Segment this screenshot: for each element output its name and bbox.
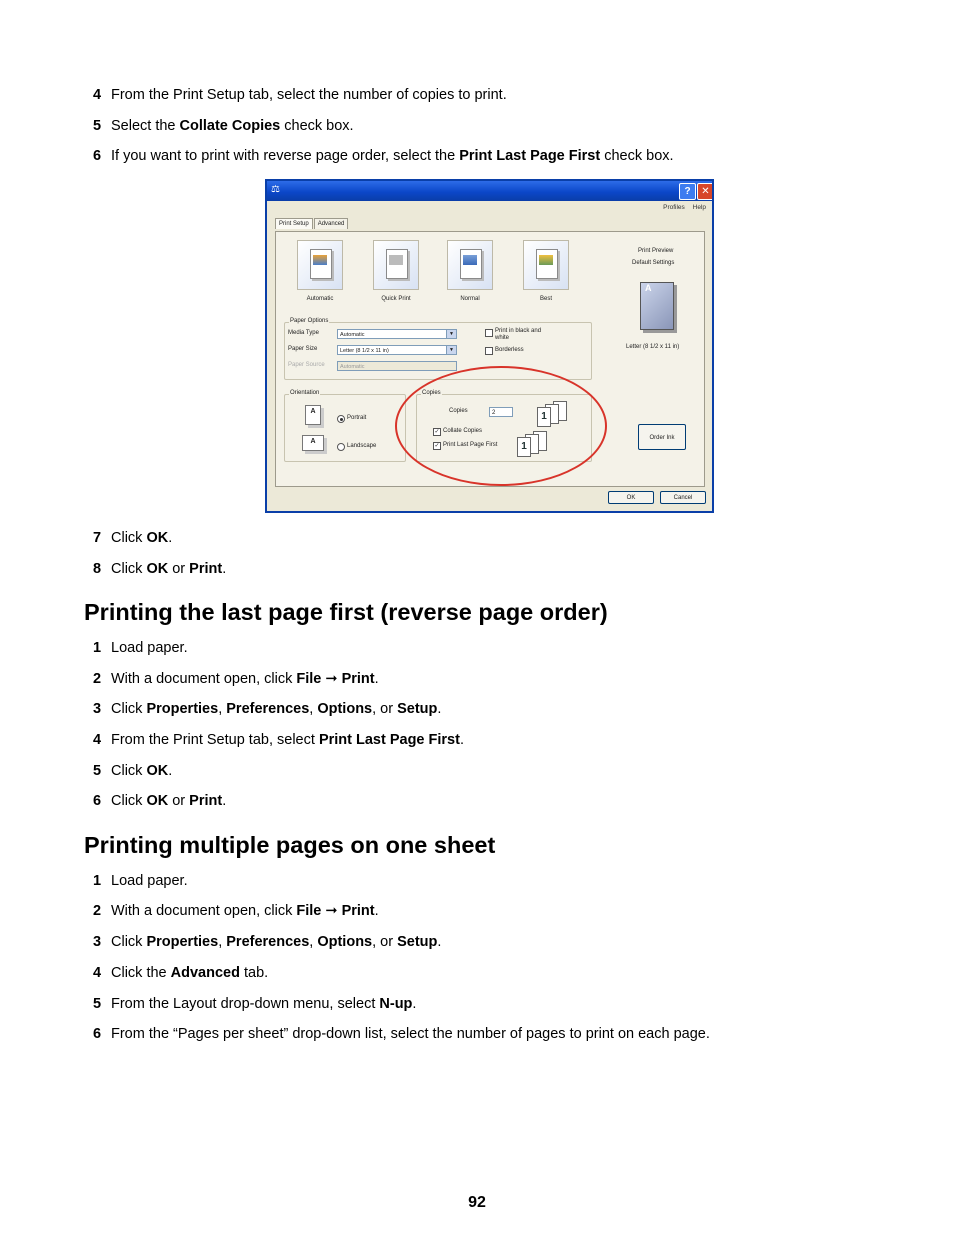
- portrait-label: Portrait: [347, 415, 367, 421]
- black-white-checkbox[interactable]: [485, 329, 493, 337]
- text-run: .: [374, 903, 379, 919]
- print-preview-title: Print Preview: [638, 248, 674, 254]
- ui-term: OK: [146, 763, 169, 779]
- tab-advanced[interactable]: Advanced: [314, 218, 349, 229]
- copies-title: Copies: [422, 390, 441, 396]
- text-run: Select the: [111, 118, 180, 134]
- text-run: Click the: [111, 965, 171, 981]
- text-run: ,: [218, 934, 227, 950]
- copies-highlight-circle: [395, 366, 607, 486]
- media-type-select[interactable]: Automatic ▼: [337, 329, 457, 339]
- text-run: ,: [309, 934, 318, 950]
- step-number: 6: [93, 148, 102, 164]
- text-run: If you want to print with reverse page order, select the: [111, 148, 460, 164]
- ui-term: OK: [146, 793, 169, 809]
- text-run: .: [222, 561, 227, 577]
- quality-label: Quick Print: [381, 296, 411, 302]
- quality-label: Normal: [460, 296, 480, 302]
- step-item: [0, 84, 900, 106]
- print-last-page-first-checkbox[interactable]: ✓: [434, 443, 440, 449]
- step-number: 7: [93, 530, 102, 546]
- collate-copies-checkbox[interactable]: ✓: [434, 429, 440, 435]
- landscape-radio[interactable]: [337, 443, 345, 451]
- chevron-down-icon: ▼: [446, 346, 456, 354]
- paper-size-label: Paper Size: [288, 346, 318, 352]
- step-text: [111, 145, 674, 167]
- step-item: [0, 760, 900, 782]
- step-item: [0, 527, 900, 549]
- text-run: .: [459, 732, 464, 748]
- step-text: [111, 790, 226, 812]
- text-run: Click: [111, 763, 147, 779]
- text-run: check box.: [280, 118, 354, 134]
- step-number: 5: [93, 996, 102, 1012]
- copies-group: Copies Copies 2 ✓ Collate Copies ✓ Print Last Page First 1 1: [416, 394, 592, 462]
- ui-term: Options: [317, 701, 373, 717]
- top-links: [657, 204, 706, 211]
- text-run: .: [437, 701, 442, 717]
- section-heading-reverse-order: Printing the last page first (reverse page order): [84, 599, 608, 625]
- text-run: Click: [111, 793, 147, 809]
- profiles-link[interactable]: Profiles: [663, 204, 685, 211]
- step-item: [0, 1023, 900, 1045]
- ui-term: Print: [189, 561, 223, 577]
- ui-term: Preferences: [226, 701, 310, 717]
- step-text: [111, 870, 188, 892]
- ui-term: Advanced: [170, 965, 240, 981]
- quality-normal[interactable]: [446, 240, 494, 302]
- borderless-label: Borderless: [495, 347, 524, 353]
- step-text: [111, 698, 441, 720]
- text-run: Click: [111, 701, 147, 717]
- ui-term: OK: [146, 561, 169, 577]
- step-text: [111, 993, 416, 1015]
- ok-button[interactable]: OK: [608, 491, 654, 504]
- quality-quick-print[interactable]: [372, 240, 420, 302]
- step-number: 4: [93, 965, 102, 981]
- text-run: ➞: [321, 903, 342, 919]
- preview-page-icon: A: [640, 282, 674, 330]
- dialog-titlebar: [267, 181, 712, 201]
- quality-automatic[interactable]: [296, 240, 344, 302]
- paper-size-select[interactable]: Letter (8 1/2 x 11 in) ▼: [337, 345, 457, 355]
- step-text: [111, 900, 379, 922]
- orientation-title: Orientation: [290, 390, 320, 396]
- step-item: [0, 790, 900, 812]
- step-text: [111, 931, 441, 953]
- preview-paper-size: Letter (8 1/2 x 11 in): [626, 344, 680, 350]
- ui-term: Print Last Page First: [459, 148, 601, 164]
- ui-term: Print Last Page First: [318, 732, 460, 748]
- automatic-quality-icon: [297, 240, 343, 290]
- step-item: [0, 668, 900, 690]
- text-run: Load paper.: [111, 873, 188, 889]
- step-text: [111, 115, 354, 137]
- help-link[interactable]: Help: [692, 204, 706, 211]
- text-run: From the Layout drop-down menu, select: [111, 996, 380, 1012]
- printer-logo-icon: ⚖: [271, 184, 280, 195]
- step-text: [111, 668, 379, 690]
- ui-term: N-up: [379, 996, 413, 1012]
- step-text: [111, 527, 172, 549]
- text-run: or: [168, 793, 190, 809]
- ui-term: Print: [341, 671, 375, 687]
- text-run: From the “Pages per sheet” drop-down list, select the number of pages to print on each page.: [111, 1026, 710, 1042]
- collate-copies-label: Collate Copies: [443, 428, 483, 434]
- text-run: .: [222, 793, 227, 809]
- landscape-label: Landscape: [347, 443, 377, 449]
- step-number: 5: [93, 763, 102, 779]
- step-number: 4: [93, 732, 102, 748]
- copies-spinner[interactable]: 2: [489, 407, 513, 417]
- step-item: [0, 637, 900, 659]
- paper-source-label: Paper Source: [288, 362, 325, 368]
- portrait-radio[interactable]: [337, 415, 345, 423]
- step-number: 2: [93, 903, 102, 919]
- best-quality-icon: [523, 240, 569, 290]
- cancel-button[interactable]: Cancel: [660, 491, 706, 504]
- default-settings-label: Default Settings: [632, 260, 675, 266]
- ui-term: Properties: [146, 701, 219, 717]
- step-number: 8: [93, 561, 102, 577]
- text-run: .: [374, 671, 379, 687]
- text-run: , or: [372, 934, 398, 950]
- borderless-checkbox[interactable]: [485, 347, 493, 355]
- text-run: .: [168, 763, 173, 779]
- text-run: tab.: [239, 965, 269, 981]
- step-text: [111, 558, 226, 580]
- text-run: check box.: [600, 148, 674, 164]
- step-number: 3: [93, 934, 102, 950]
- step-number: 6: [93, 1026, 102, 1042]
- text-run: With a document open, click: [111, 671, 297, 687]
- step-number: 5: [93, 118, 102, 134]
- orientation-group: [284, 390, 406, 462]
- text-run: Click: [111, 561, 147, 577]
- text-run: .: [437, 934, 442, 950]
- paper-options-title: Paper Options: [290, 318, 329, 324]
- step-text: [111, 729, 464, 751]
- step-number: 2: [93, 671, 102, 687]
- step-item: [0, 698, 900, 720]
- step-item: [0, 993, 900, 1015]
- text-run: ➞: [321, 671, 342, 687]
- step-item: [0, 145, 900, 167]
- dialog-tabs: [275, 218, 349, 231]
- paper-source-select: Automatic: [337, 361, 457, 371]
- step-text: [111, 962, 268, 984]
- step-number: 4: [93, 87, 102, 103]
- copies-label: Copies: [449, 408, 468, 414]
- ui-term: Print: [341, 903, 375, 919]
- section-heading-multiple-pages: Printing multiple pages on one sheet: [84, 832, 496, 858]
- ui-term: Options: [317, 934, 373, 950]
- quick-print-quality-icon: [373, 240, 419, 290]
- step-item: [0, 115, 900, 137]
- media-type-label: Media Type: [288, 330, 319, 336]
- text-run: or: [168, 561, 190, 577]
- ui-term: Print: [189, 793, 223, 809]
- ui-term: OK: [146, 530, 169, 546]
- text-run: ,: [309, 701, 318, 717]
- step-item: [0, 962, 900, 984]
- tab-print-setup[interactable]: Print Setup: [275, 218, 313, 229]
- step-number: 3: [93, 701, 102, 717]
- ui-term: File: [296, 903, 322, 919]
- step-text: [111, 84, 507, 106]
- text-run: Click: [111, 530, 147, 546]
- step-number: 6: [93, 793, 102, 809]
- portrait-page-icon: A: [305, 405, 321, 425]
- step-item: [0, 900, 900, 922]
- print-last-page-first-label: Print Last Page First: [443, 442, 498, 448]
- text-run: With a document open, click: [111, 903, 297, 919]
- order-ink-button[interactable]: Order Ink: [638, 424, 686, 450]
- step-number: 1: [93, 873, 102, 889]
- black-white-label: Print in black and white: [495, 328, 542, 341]
- text-run: Load paper.: [111, 640, 188, 656]
- step-number: 1: [93, 640, 102, 656]
- step-text: [111, 637, 188, 659]
- ui-term: Preferences: [226, 934, 310, 950]
- text-run: From the Print Setup tab, select: [111, 732, 319, 748]
- ui-term: Setup: [397, 701, 438, 717]
- ui-term: Properties: [146, 934, 219, 950]
- close-icon[interactable]: ✕: [697, 183, 714, 200]
- text-run: ,: [218, 701, 227, 717]
- quality-best[interactable]: [522, 240, 570, 302]
- text-run: .: [168, 530, 173, 546]
- page-number: 92: [468, 1194, 486, 1211]
- step-text: [111, 760, 172, 782]
- quality-label: Automatic: [306, 296, 334, 302]
- text-run: From the Print Setup tab, select the number of copies to print.: [111, 87, 507, 103]
- step-item: [0, 931, 900, 953]
- ui-term: Collate Copies: [179, 118, 281, 134]
- text-run: .: [412, 996, 417, 1012]
- text-run: Click: [111, 934, 147, 950]
- ui-term: Setup: [397, 934, 438, 950]
- ui-term: File: [296, 671, 322, 687]
- help-icon[interactable]: ?: [679, 183, 696, 200]
- normal-quality-icon: [447, 240, 493, 290]
- quality-label: Best: [539, 296, 552, 302]
- step-item: [0, 729, 900, 751]
- chevron-down-icon: ▼: [446, 330, 456, 338]
- step-text: [111, 1023, 710, 1045]
- step-item: [0, 558, 900, 580]
- step-item: [0, 870, 900, 892]
- landscape-page-icon: A: [302, 435, 324, 451]
- text-run: , or: [372, 701, 398, 717]
